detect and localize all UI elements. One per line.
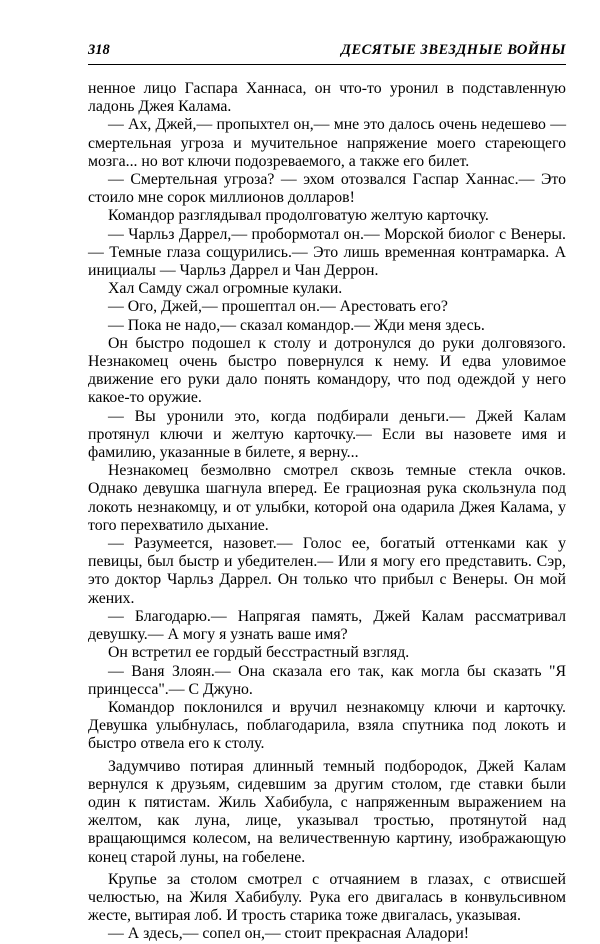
paragraph: Он встретил ее гордый бесстрастный взгляд. bbox=[108, 644, 410, 662]
paragraph: Хал Самду сжал огромные кулаки. bbox=[108, 280, 343, 298]
paragraph: — Пока не надо,— сказал командор.— Жди меня здесь. bbox=[108, 316, 485, 334]
paragraph: Крупье за столом смотрел с отчаянием в глазах, с отвисшей челюстью, на Жиля Хабибулу. Рука его двигалась в конвульсивном жесте, вытирая лоб. И трость старика тоже двигалась, указывая. bbox=[88, 870, 566, 925]
paragraph: Задумчиво потирая длинный темный подбородок, Джей Калам вернулся к друзьям, сидевшим за другим столом, где ставки были один к пятистам. Жиль Хабибула, с напряженным выражением на желтом, как луна, лице, указывал тростью, протянутой над вращающимся колесом, на величественную картину, изображающую конец старой луны, на гобелене. bbox=[88, 757, 566, 866]
paragraph: — Благодарю.— Напрягая память, Джей Калам рассматривал девушку.— А могу я узнать ваше имя? bbox=[88, 607, 566, 644]
paragraph: — А здесь,— сопел он,— стоит прекрасная Аладори! bbox=[108, 925, 470, 943]
paragraph: — Ваня Злоян.— Она сказала его так, как могла бы сказать "Я принцесса".— С Джуно. bbox=[88, 662, 566, 698]
paragraph: — Вы уронили это, когда подбирали деньги.— Джей Калам протянул ключи и желтую карточку.— Если вы назовете имя и фамилию, указанные в билете, я верну... bbox=[88, 407, 566, 462]
paragraph: — Чарльз Даррел,— пробормотал он.— Морской биолог с Венеры.— Темные глаза сощурились.— Это лишь временная контрамарка. А инициалы — Чарльз Даррел и Чан Деррон. bbox=[88, 225, 566, 280]
paragraph: Командор разглядывал продолговатую желтую карточку. bbox=[108, 207, 489, 225]
paragraph: — Ах, Джей,— пропыхтел он,— мне это далось очень недешево — смертельная угроза и мучительное напряжение моего стареющего мозга... но вот ключи подозреваемого, а также его билет. bbox=[88, 116, 566, 170]
paragraph: — Разумеется, назовет.— Голос ее, богатый оттенками как у певицы, был быстр и убедителен.— Или я могу его представить. Сэр, это доктор Чарльз Даррел. Он только что прибыл с Венеры. Он мой жених. bbox=[88, 535, 566, 607]
paragraph: Он быстро подошел к столу и дотронулся до руки долговязого. Незнакомец очень быстро повернулся к нему. И едва уловимое движение его руки дало понять командору, что под одеждой у него какое-то оружие. bbox=[88, 334, 566, 407]
paragraph: — Ого, Джей,— прошептал он.— Арестовать его? bbox=[108, 298, 448, 316]
paragraph: Командор поклонился и вручил незнакомцу ключи и карточку. Девушка улыбнулась, поблагодарила, взяла спутника под локоть и быстро отвела его к столу. bbox=[88, 698, 566, 753]
body-text bbox=[88, 80, 566, 944]
page-number: 318 bbox=[88, 42, 110, 58]
paragraph: Незнакомец безмолвно смотрел сквозь темные стекла очков. Однако девушка шагнула вперед. Ее грациозная рука скользнула под локоть незнакомцу, и от улыбки, которой она одарила Джея Калама, у того перехватило дыхание. bbox=[88, 462, 566, 534]
paragraph: — Смертельная угроза? — эхом отозвался Гаспар Ханнас.— Это стоило мне сорок миллионов долларов! bbox=[88, 171, 566, 207]
paragraph: ненное лицо Гаспара Ханнаса, он что-то уронил в подставленную ладонь Джея Калама. bbox=[88, 80, 566, 116]
running-head bbox=[88, 40, 566, 65]
running-title: ДЕСЯТЫЕ ЗВЕЗДНЫЕ ВОЙНЫ bbox=[341, 42, 566, 58]
